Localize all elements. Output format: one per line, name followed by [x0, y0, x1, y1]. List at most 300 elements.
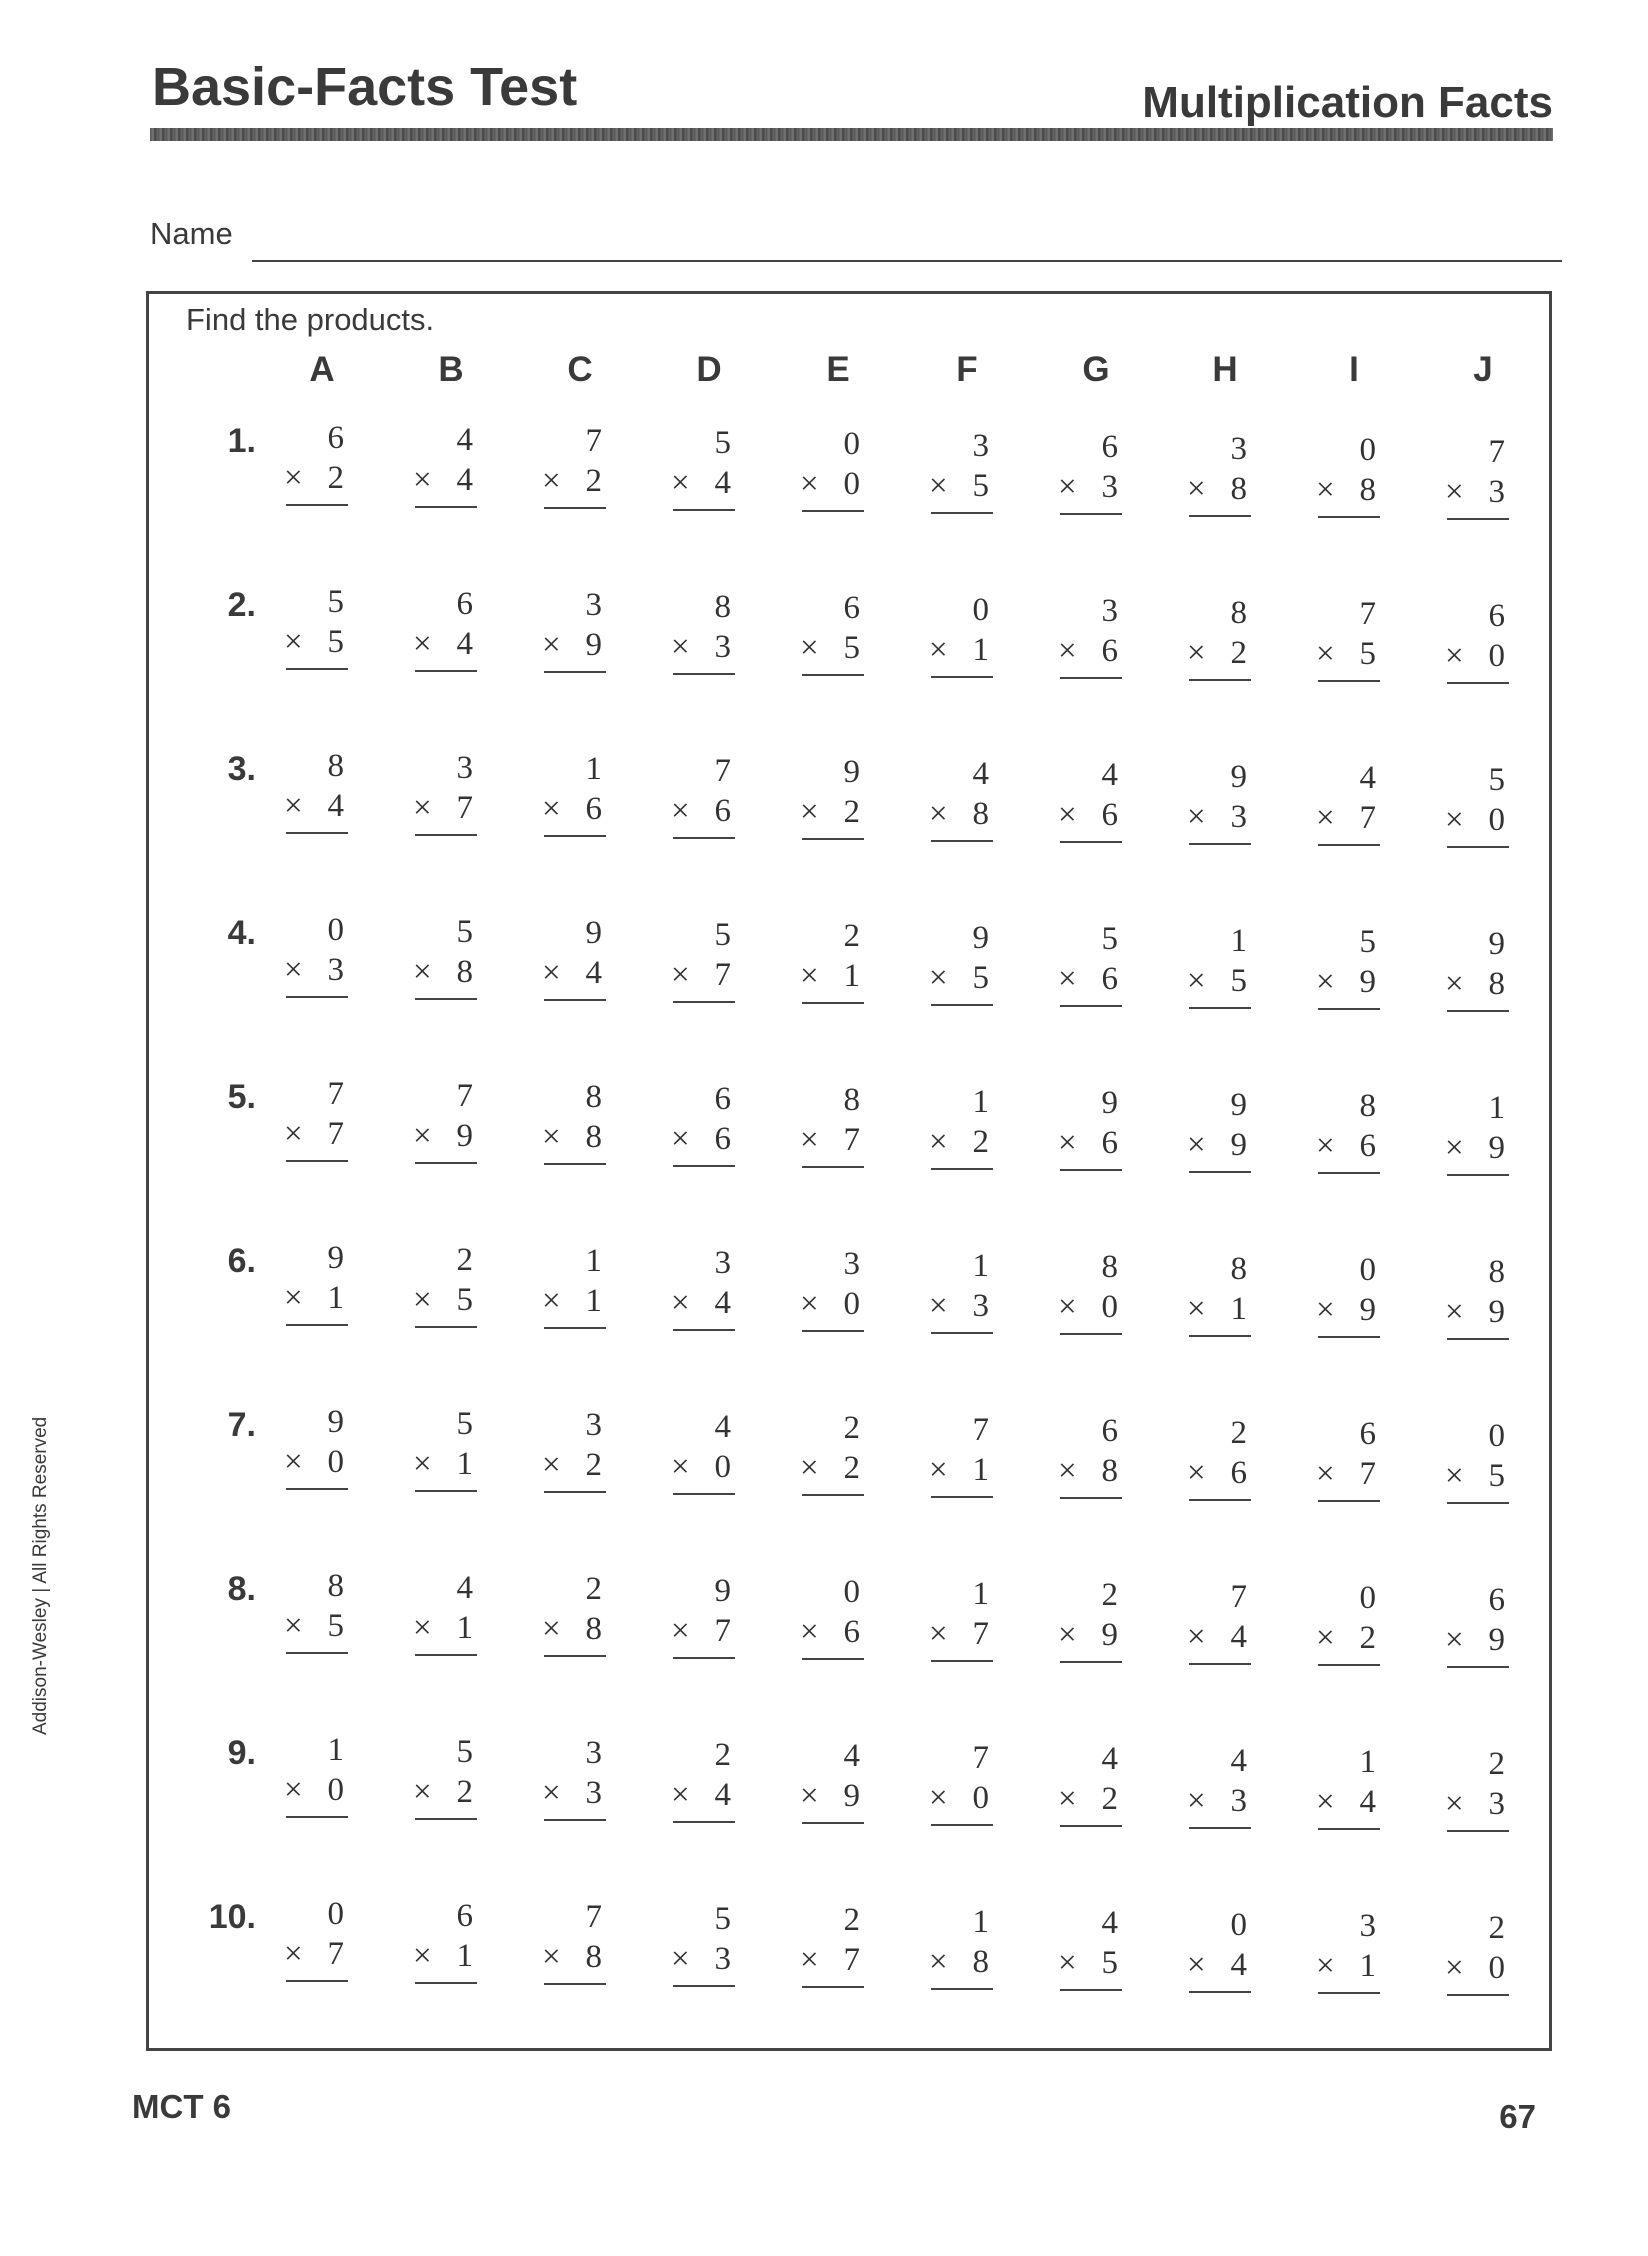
problem-2-c — [542, 585, 612, 673]
times-sign: × — [1187, 634, 1206, 671]
answer-line[interactable] — [1318, 1172, 1380, 1174]
top-factor: 7 — [1488, 433, 1505, 470]
section-title: Multiplication Facts — [1142, 78, 1553, 127]
answer-line[interactable] — [415, 1654, 477, 1656]
top-factor: 6 — [1101, 1413, 1118, 1449]
times-sign: × — [413, 1773, 432, 1810]
row-number: 9. — [227, 1734, 256, 1772]
problem-3-f — [929, 754, 999, 842]
bottom-row — [929, 1286, 999, 1326]
bottom-factor: 9 — [585, 627, 602, 663]
answer-line[interactable] — [1189, 1007, 1251, 1009]
answer-line[interactable] — [1447, 518, 1509, 520]
answer-line[interactable] — [415, 1326, 477, 1328]
answer-line[interactable] — [286, 1488, 348, 1490]
answer-line[interactable] — [802, 838, 864, 840]
problem-8-e — [800, 1572, 870, 1660]
answer-line[interactable] — [1318, 1500, 1380, 1502]
bottom-row — [671, 627, 741, 667]
answer-line[interactable] — [1060, 1661, 1122, 1663]
bottom-factor: 2 — [1230, 634, 1247, 671]
times-sign: × — [284, 1116, 303, 1152]
answer-line[interactable] — [415, 998, 477, 1000]
times-sign: × — [671, 792, 690, 829]
bottom-factor: 7 — [327, 1116, 344, 1152]
times-sign: × — [1058, 1781, 1077, 1817]
times-sign: × — [1058, 1617, 1077, 1653]
problem-8-j — [1445, 1580, 1515, 1668]
bottom-row — [1445, 800, 1515, 840]
times-sign: × — [1445, 801, 1464, 838]
answer-line[interactable] — [802, 1494, 864, 1496]
answer-line[interactable] — [286, 832, 348, 834]
answer-line[interactable] — [544, 999, 606, 1001]
bottom-factor: 0 — [714, 1448, 731, 1485]
answer-line[interactable] — [544, 1655, 606, 1657]
problem-1-c — [542, 421, 612, 509]
row-number: 4. — [227, 914, 256, 952]
answer-line[interactable] — [931, 1988, 993, 1990]
answer-line[interactable] — [1318, 1008, 1380, 1010]
bottom-factor: 7 — [843, 1122, 860, 1158]
answer-line[interactable] — [673, 1493, 735, 1495]
top-factor: 0 — [972, 591, 989, 628]
answer-line[interactable] — [931, 1168, 993, 1170]
answer-line[interactable] — [1060, 1169, 1122, 1171]
problem-10-h — [1187, 1905, 1257, 1993]
answer-line[interactable] — [415, 1818, 477, 1820]
top-factor: 3 — [456, 749, 473, 786]
top-factor: 3 — [843, 1246, 860, 1282]
times-sign: × — [1187, 1290, 1206, 1327]
answer-line[interactable] — [802, 510, 864, 512]
top-factor: 6 — [1359, 1416, 1376, 1452]
problem-2-j — [1445, 596, 1515, 684]
bottom-factor: 0 — [1488, 637, 1505, 674]
problem-5-d — [671, 1079, 741, 1167]
answer-line[interactable] — [802, 1986, 864, 1988]
answer-line[interactable] — [1189, 1499, 1251, 1501]
times-sign: × — [542, 627, 561, 663]
problem-9-g — [1058, 1739, 1128, 1827]
answer-line[interactable] — [544, 671, 606, 673]
bottom-factor: 1 — [456, 1937, 473, 1974]
bottom-row — [1187, 1125, 1257, 1165]
answer-line[interactable] — [286, 504, 348, 506]
bottom-row — [542, 1773, 612, 1813]
answer-line[interactable] — [673, 837, 735, 839]
top-factor: 4 — [1101, 757, 1118, 793]
top-factor: 3 — [585, 1735, 602, 1771]
bottom-factor: 8 — [456, 953, 473, 990]
answer-line[interactable] — [1447, 1830, 1509, 1832]
answer-line[interactable] — [931, 1332, 993, 1334]
answer-line[interactable] — [1189, 515, 1251, 517]
answer-line[interactable] — [544, 835, 606, 837]
top-factor: 2 — [1488, 1909, 1505, 1946]
top-factor: 0 — [1488, 1417, 1505, 1454]
answer-line[interactable] — [1447, 1010, 1509, 1012]
answer-line[interactable] — [1060, 1005, 1122, 1007]
answer-line[interactable] — [802, 1658, 864, 1660]
problem-4-f — [929, 918, 999, 1006]
problem-7-e — [800, 1408, 870, 1496]
answer-line[interactable] — [802, 1002, 864, 1004]
times-sign: × — [671, 1776, 690, 1813]
times-sign: × — [1445, 1621, 1464, 1658]
times-sign: × — [284, 460, 303, 496]
answer-line[interactable] — [1318, 1828, 1380, 1830]
answer-line[interactable] — [415, 670, 477, 672]
column-header-c: C — [567, 350, 593, 389]
top-factor: 1 — [327, 1732, 344, 1768]
times-sign: × — [671, 1940, 690, 1977]
problem-5-f — [929, 1082, 999, 1170]
problem-4-g — [1058, 919, 1128, 1007]
answer-line[interactable] — [802, 1330, 864, 1332]
problem-1-g — [1058, 427, 1128, 515]
top-factor: 4 — [456, 1569, 473, 1606]
answer-line[interactable] — [1189, 1171, 1251, 1173]
answer-line[interactable] — [544, 1327, 606, 1329]
top-factor: 8 — [1488, 1253, 1505, 1290]
times-sign: × — [929, 467, 948, 504]
answer-line[interactable] — [1189, 1663, 1251, 1665]
answer-line[interactable] — [802, 1822, 864, 1824]
times-sign: × — [800, 958, 819, 994]
times-sign: × — [671, 1612, 690, 1649]
times-sign: × — [413, 953, 432, 990]
top-factor: 8 — [327, 1568, 344, 1604]
answer-line[interactable] — [931, 840, 993, 842]
times-sign: × — [929, 959, 948, 996]
top-factor: 0 — [843, 1574, 860, 1610]
bottom-row — [284, 1278, 354, 1318]
times-sign: × — [929, 1451, 948, 1488]
top-factor: 1 — [585, 1243, 602, 1279]
top-factor: 0 — [1230, 1906, 1247, 1943]
answer-line[interactable] — [1189, 1991, 1251, 1993]
times-sign: × — [1316, 1620, 1335, 1656]
answer-line[interactable] — [1060, 513, 1122, 515]
problem-10-d — [671, 1899, 741, 1987]
bottom-factor: 9 — [843, 1778, 860, 1814]
bottom-factor: 5 — [1230, 962, 1247, 999]
problem-8-f — [929, 1574, 999, 1662]
times-sign: × — [800, 1614, 819, 1650]
bottom-row — [671, 1119, 741, 1159]
answer-line[interactable] — [1318, 844, 1380, 846]
times-sign: × — [1316, 1292, 1335, 1328]
answer-line[interactable] — [544, 1819, 606, 1821]
answer-line[interactable] — [802, 1166, 864, 1168]
answer-line[interactable] — [1189, 843, 1251, 845]
answer-line[interactable] — [673, 1821, 735, 1823]
bottom-factor: 3 — [1101, 469, 1118, 505]
bottom-factor: 7 — [1359, 800, 1376, 836]
top-factor: 7 — [327, 1076, 344, 1112]
answer-line[interactable] — [1060, 1497, 1122, 1499]
bottom-row — [1058, 1451, 1128, 1491]
row-number: 3. — [227, 750, 256, 788]
problem-9-h — [1187, 1741, 1257, 1829]
bottom-factor: 4 — [456, 461, 473, 498]
top-factor: 8 — [1230, 594, 1247, 631]
bottom-row — [542, 789, 612, 829]
problem-1-i — [1316, 430, 1386, 518]
answer-line[interactable] — [931, 1824, 993, 1826]
problem-9-c — [542, 1733, 612, 1821]
answer-line[interactable] — [673, 1985, 735, 1987]
answer-line[interactable] — [286, 1160, 348, 1162]
answer-line[interactable] — [544, 1491, 606, 1493]
bottom-row — [1187, 1289, 1257, 1329]
problem-6-b — [413, 1240, 483, 1328]
bottom-row — [542, 1609, 612, 1649]
problem-1-h — [1187, 429, 1257, 517]
answer-line[interactable] — [1447, 1666, 1509, 1668]
times-sign: × — [671, 1448, 690, 1485]
answer-line[interactable] — [286, 996, 348, 998]
times-sign: × — [1058, 961, 1077, 997]
top-factor: 9 — [327, 1240, 344, 1276]
bottom-factor: 4 — [456, 625, 473, 662]
bottom-row — [671, 1939, 741, 1979]
times-sign: × — [542, 1119, 561, 1155]
answer-line[interactable] — [415, 506, 477, 508]
bottom-row — [929, 466, 999, 506]
bottom-factor: 4 — [714, 1776, 731, 1813]
bottom-row — [671, 1447, 741, 1487]
problem-10-c — [542, 1897, 612, 1985]
column-header-j: J — [1473, 350, 1493, 389]
times-sign: × — [1445, 965, 1464, 1002]
page-title: Basic-Facts Test — [152, 57, 578, 117]
bottom-factor: 8 — [585, 1939, 602, 1975]
top-factor: 6 — [1488, 597, 1505, 634]
answer-line[interactable] — [286, 1652, 348, 1654]
row-number: 8. — [227, 1570, 256, 1608]
times-sign: × — [1316, 964, 1335, 1000]
times-sign: × — [1187, 1618, 1206, 1655]
problem-8-b — [413, 1568, 483, 1656]
bottom-row — [413, 952, 483, 992]
top-factor: 4 — [843, 1738, 860, 1774]
problem-8-d — [671, 1571, 741, 1659]
answer-line[interactable] — [286, 1980, 348, 1982]
answer-line[interactable] — [1447, 846, 1509, 848]
problem-1-f — [929, 426, 999, 514]
answer-line[interactable] — [1447, 1338, 1509, 1340]
times-sign: × — [671, 464, 690, 501]
times-sign: × — [413, 1445, 432, 1482]
top-factor: 7 — [585, 423, 602, 459]
answer-line[interactable] — [931, 1496, 993, 1498]
bottom-row — [413, 624, 483, 664]
answer-line[interactable] — [673, 1165, 735, 1167]
answer-line[interactable] — [1447, 682, 1509, 684]
bottom-factor: 1 — [327, 1280, 344, 1316]
problem-8-i — [1316, 1578, 1386, 1666]
answer-line[interactable] — [415, 1490, 477, 1492]
answer-line[interactable] — [286, 1816, 348, 1818]
answer-line[interactable] — [1447, 1502, 1509, 1504]
bottom-factor: 5 — [327, 1608, 344, 1644]
answer-line[interactable] — [1189, 679, 1251, 681]
problem-2-h — [1187, 593, 1257, 681]
bottom-row — [1316, 470, 1386, 510]
problem-6-f — [929, 1246, 999, 1334]
bottom-row — [413, 1608, 483, 1648]
answer-line[interactable] — [1060, 677, 1122, 679]
bottom-row — [929, 1942, 999, 1982]
problem-10-a — [284, 1894, 354, 1982]
top-factor: 1 — [972, 1903, 989, 1940]
answer-line[interactable] — [673, 1329, 735, 1331]
bottom-factor: 7 — [714, 1612, 731, 1649]
problem-7-f — [929, 1410, 999, 1498]
answer-line[interactable] — [544, 1983, 606, 1985]
bottom-row — [929, 1122, 999, 1162]
top-factor: 1 — [972, 1083, 989, 1120]
bottom-row — [413, 788, 483, 828]
times-sign: × — [929, 1287, 948, 1324]
answer-line[interactable] — [415, 1982, 477, 1984]
times-sign: × — [284, 1936, 303, 1972]
top-factor: 2 — [843, 918, 860, 954]
problem-4-i — [1316, 922, 1386, 1010]
bottom-row — [1316, 1126, 1386, 1166]
times-sign: × — [1058, 469, 1077, 505]
problem-2-g — [1058, 591, 1128, 679]
bottom-row — [929, 630, 999, 670]
top-factor: 6 — [456, 585, 473, 622]
answer-line[interactable] — [286, 1324, 348, 1326]
top-factor: 5 — [1488, 761, 1505, 798]
bottom-row — [1187, 1453, 1257, 1493]
top-factor: 0 — [1359, 1580, 1376, 1616]
bottom-factor: 2 — [1359, 1620, 1376, 1656]
answer-line[interactable] — [415, 834, 477, 836]
bottom-row — [284, 1770, 354, 1810]
times-sign: × — [1058, 1289, 1077, 1325]
answer-line[interactable] — [802, 674, 864, 676]
column-header-g: G — [1082, 350, 1110, 389]
bottom-row — [284, 786, 354, 826]
times-sign: × — [284, 952, 303, 988]
top-factor: 7 — [1359, 596, 1376, 632]
bottom-row — [542, 625, 612, 665]
answer-line[interactable] — [931, 1660, 993, 1662]
top-factor: 4 — [1230, 1742, 1247, 1779]
problem-7-d — [671, 1407, 741, 1495]
problem-9-e — [800, 1736, 870, 1824]
top-factor: 7 — [1230, 1578, 1247, 1615]
answer-line[interactable] — [931, 512, 993, 514]
problem-1-d — [671, 423, 741, 511]
bottom-row — [1058, 1123, 1128, 1163]
answer-line[interactable] — [673, 673, 735, 675]
answer-line[interactable] — [415, 1162, 477, 1164]
problem-5-h — [1187, 1085, 1257, 1173]
bottom-factor: 6 — [1101, 1125, 1118, 1161]
top-factor: 7 — [972, 1411, 989, 1448]
top-factor: 4 — [1101, 1741, 1118, 1777]
problem-3-b — [413, 748, 483, 836]
bottom-row — [1058, 1615, 1128, 1655]
problem-3-c — [542, 749, 612, 837]
top-factor: 5 — [714, 916, 731, 953]
answer-line[interactable] — [1060, 1989, 1122, 1991]
answer-line[interactable] — [1318, 516, 1380, 518]
answer-line[interactable] — [1318, 1336, 1380, 1338]
name-answer-line[interactable] — [252, 260, 1562, 262]
answer-line[interactable] — [1318, 1992, 1380, 1994]
bottom-row — [1058, 795, 1128, 835]
problem-3-j — [1445, 760, 1515, 848]
times-sign: × — [929, 1943, 948, 1980]
answer-line[interactable] — [1060, 841, 1122, 843]
problem-6-i — [1316, 1250, 1386, 1338]
answer-line[interactable] — [1189, 1335, 1251, 1337]
bottom-factor: 3 — [1230, 1782, 1247, 1819]
times-sign: × — [1445, 1293, 1464, 1330]
answer-line[interactable] — [1318, 680, 1380, 682]
bottom-factor: 3 — [972, 1287, 989, 1324]
bottom-factor: 8 — [585, 1611, 602, 1647]
answer-line[interactable] — [673, 1657, 735, 1659]
bottom-row — [413, 1772, 483, 1812]
problem-4-h — [1187, 921, 1257, 1009]
top-factor: 7 — [456, 1077, 473, 1114]
answer-line[interactable] — [1447, 1994, 1509, 1996]
problem-4-b — [413, 912, 483, 1000]
bottom-factor: 6 — [1359, 1128, 1376, 1164]
answer-line[interactable] — [1189, 1827, 1251, 1829]
answer-line[interactable] — [1060, 1825, 1122, 1827]
answer-line[interactable] — [286, 668, 348, 670]
answer-line[interactable] — [931, 1004, 993, 1006]
bottom-row — [1316, 1946, 1386, 1986]
top-factor: 5 — [1359, 924, 1376, 960]
times-sign: × — [1058, 1945, 1077, 1981]
answer-line[interactable] — [673, 1001, 735, 1003]
answer-line[interactable] — [544, 1163, 606, 1165]
bottom-factor: 0 — [1488, 801, 1505, 838]
bottom-factor: 8 — [1101, 1453, 1118, 1489]
answer-line[interactable] — [1318, 1664, 1380, 1666]
times-sign: × — [284, 788, 303, 824]
bottom-row — [284, 1606, 354, 1646]
answer-line[interactable] — [931, 676, 993, 678]
top-factor: 9 — [843, 754, 860, 790]
problem-9-a — [284, 1730, 354, 1818]
answer-line[interactable] — [544, 507, 606, 509]
problem-7-b — [413, 1404, 483, 1492]
answer-line[interactable] — [1060, 1333, 1122, 1335]
row-number: 5. — [227, 1078, 256, 1116]
answer-line[interactable] — [673, 509, 735, 511]
top-factor: 3 — [972, 427, 989, 464]
top-factor: 6 — [327, 420, 344, 456]
top-factor: 4 — [1101, 1905, 1118, 1941]
times-sign: × — [1316, 1456, 1335, 1492]
top-factor: 3 — [1359, 1908, 1376, 1944]
times-sign: × — [800, 1450, 819, 1486]
times-sign: × — [542, 1775, 561, 1811]
bottom-row — [1445, 1128, 1515, 1168]
answer-line[interactable] — [1447, 1174, 1509, 1176]
